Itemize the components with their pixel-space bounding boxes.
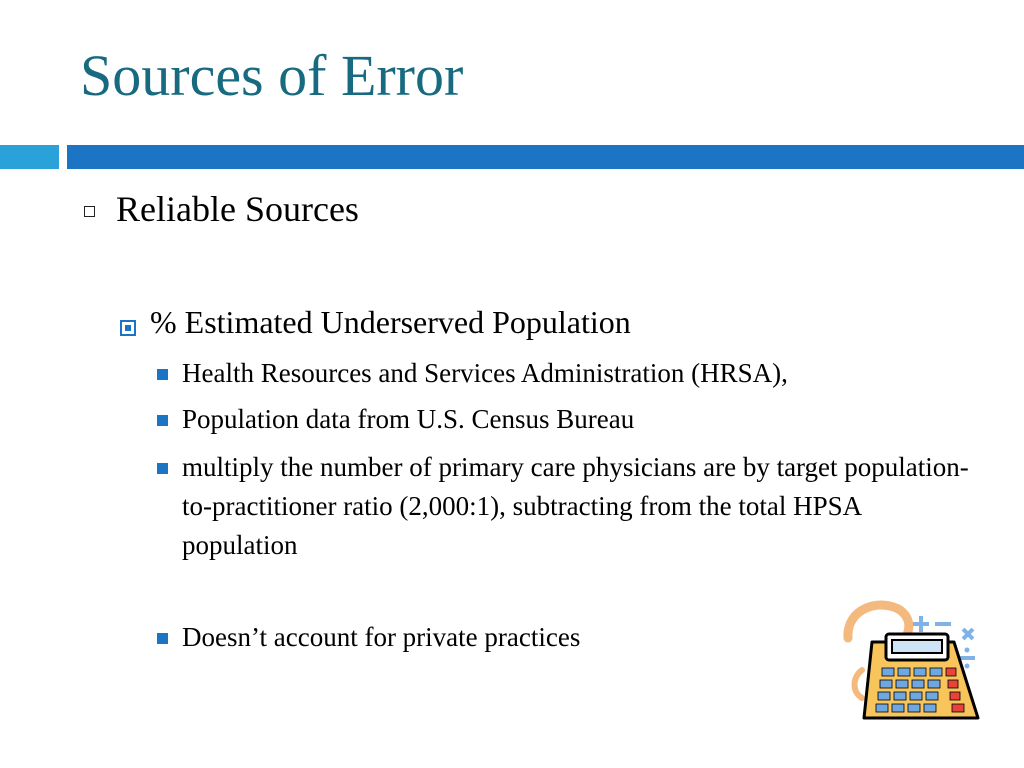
framed-square-bullet-icon	[120, 320, 136, 336]
square-bullet-icon	[157, 415, 168, 426]
bullet-level3-text: Doesn’t account for private practices	[182, 622, 581, 652]
hollow-square-bullet-icon	[84, 206, 95, 217]
square-bullet-icon	[157, 633, 168, 644]
square-bullet-icon	[157, 369, 168, 380]
square-bullet-icon	[157, 463, 168, 474]
bullet-level1-text: Reliable Sources	[116, 189, 359, 229]
slide-title: Sources of Error	[80, 43, 464, 108]
header-accent-bar-right	[67, 145, 1024, 169]
bullet-level3-text: multiply the number of primary care physicians are by target population-to-practitioner ratio (2,000:1), subtracting from the total HPSA population	[182, 452, 969, 560]
bullet-level2-text: % Estimated Underserved Population	[150, 304, 631, 340]
bullet-level3-text: Health Resources and Services Administration (HRSA),	[182, 358, 788, 388]
calculator-icon	[838, 590, 988, 725]
header-accent-bar-left	[0, 145, 59, 169]
bullet-level3-text: Population data from U.S. Census Bureau	[182, 404, 635, 434]
